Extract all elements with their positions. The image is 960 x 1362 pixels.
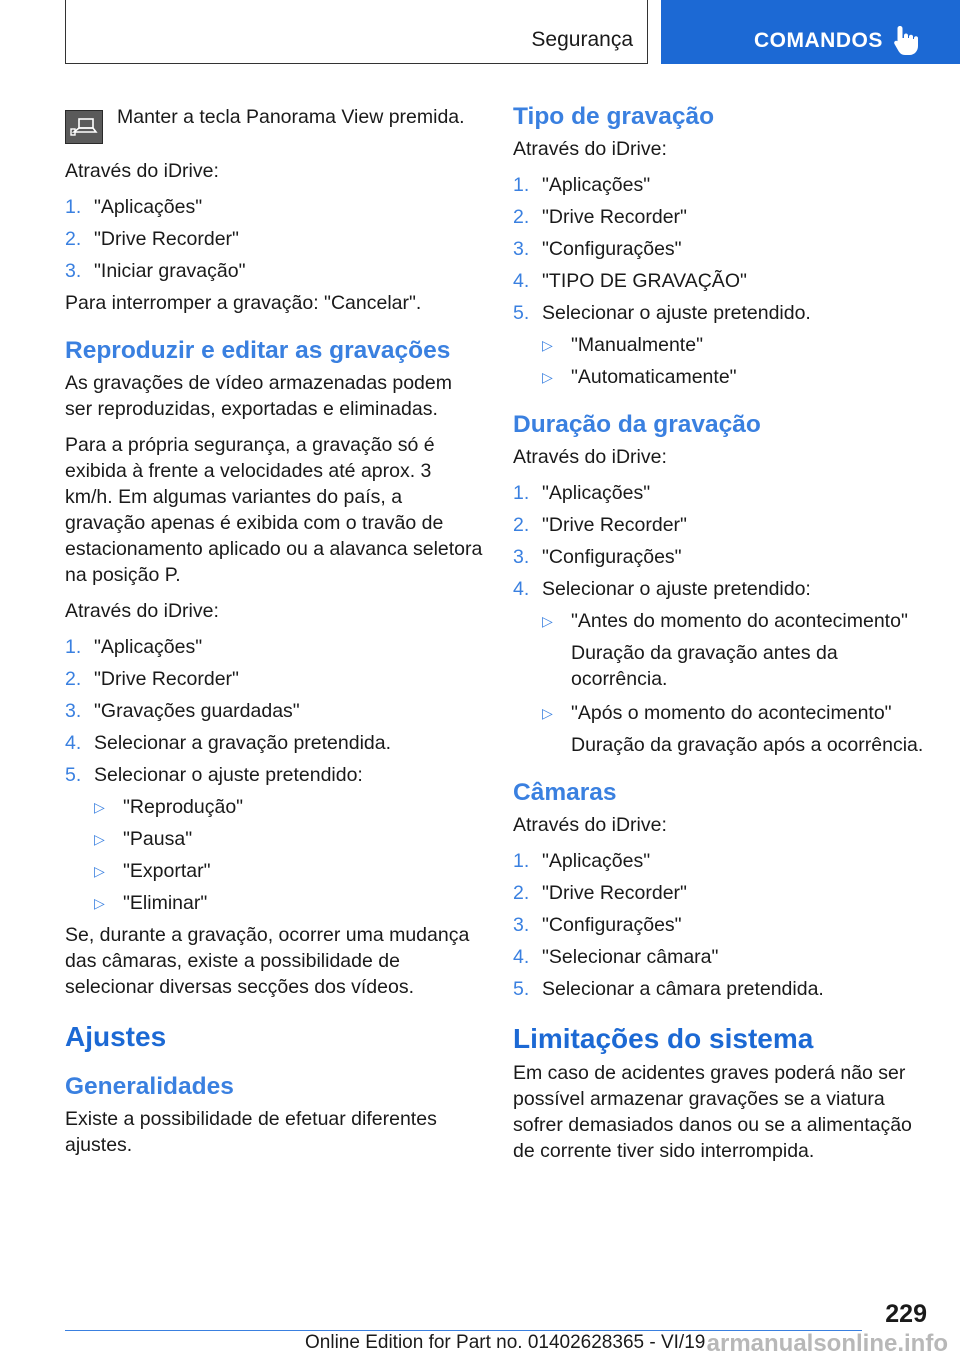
watermark: armanualsonline.info <box>706 1330 948 1357</box>
list-item: 4. Selecionar a gravação pretendida. <box>65 732 392 754</box>
list-item: 2. "Drive Recorder" <box>513 206 687 228</box>
list-item: 5. Selecionar a câmara pretendida. <box>513 978 824 1000</box>
heading-record-type: Tipo de gravação <box>513 103 715 130</box>
play-steps-list <box>65 634 483 788</box>
triangle-bullet-icon: ▷ <box>542 705 553 721</box>
list-item: 1. "Aplicações" <box>513 174 651 196</box>
list-item: 2. "Drive Recorder" <box>65 228 239 250</box>
via-idrive-text: Através do iDrive: <box>65 160 219 182</box>
list-item: 1. "Aplicações" <box>65 636 203 658</box>
triangle-bullet-icon: ▷ <box>542 337 553 353</box>
left-column <box>65 96 483 1168</box>
play-paragraph-2: Para a própria segurança, a gravação só é exibida à frente a velocidades até aprox. 3 km/h. Em algumas variantes do país, a gravação apenas é exibida com o travão de estacionamento aplicado ou a alavanca seletora na posição P. <box>65 434 483 586</box>
list-item: 4. Selecionar o ajuste pretendido: <box>513 578 811 600</box>
list-item: 3. "Configurações" <box>513 546 682 568</box>
panorama-view-text: Manter a tecla Panorama View premida. <box>117 106 465 128</box>
cameras-change-note: Se, durante a gravação, ocorrer uma mudança das câmaras, existe a possibilidade de selecionar diversas secções dos vídeos. <box>65 924 470 998</box>
general-paragraph: Existe a possibilidade de efetuar diferentes ajustes. <box>65 1108 437 1156</box>
edition-text: Online Edition for Part no. 01402628365 - VI/19 <box>305 1332 706 1353</box>
list-item: 2. "Drive Recorder" <box>513 514 687 536</box>
page-header <box>0 0 960 66</box>
sub-list-note: Duração da gravação após a ocorrência. <box>571 734 924 756</box>
triangle-bullet-icon: ▷ <box>94 799 105 815</box>
heading-play-edit: Reproduzir e editar as gravações <box>65 337 451 364</box>
via-idrive-text: Através do iDrive: <box>513 138 667 160</box>
via-idrive-text: Através do iDrive: <box>513 446 667 468</box>
sub-list-item: ▷ "Reprodução" <box>94 796 244 818</box>
panorama-view-key-icon <box>65 110 103 144</box>
triangle-bullet-icon: ▷ <box>94 863 105 879</box>
triangle-bullet-icon: ▷ <box>542 613 553 629</box>
list-item: 2. "Drive Recorder" <box>513 882 687 904</box>
via-idrive-text: Através do iDrive: <box>65 600 219 622</box>
sub-list-item: ▷ "Pausa" <box>94 828 193 850</box>
section-title: Segurança <box>531 28 633 51</box>
sub-list-item: ▷ "Antes do momento do acontecimento" <box>542 610 908 632</box>
list-item: 1. "Aplicações" <box>513 482 651 504</box>
pointing-hand-icon <box>893 24 919 56</box>
chapter-tab-label: COMANDOS <box>754 29 883 52</box>
list-item: 5. Selecionar o ajuste pretendido: <box>65 764 363 786</box>
triangle-bullet-icon: ▷ <box>542 369 553 385</box>
record-type-options-list <box>513 332 933 390</box>
via-idrive-text: Através do iDrive: <box>513 814 667 836</box>
cameras-steps-list <box>513 848 933 1002</box>
list-item: 3. "Iniciar gravação" <box>65 260 246 282</box>
section-box <box>65 0 648 64</box>
panorama-view-row <box>65 96 483 144</box>
sub-list-item: ▷ "Manualmente" <box>542 334 703 356</box>
list-item: 5. Selecionar o ajuste pretendido. <box>513 302 811 324</box>
list-item: 2. "Drive Recorder" <box>65 668 239 690</box>
heading-settings: Ajustes <box>65 1021 167 1052</box>
stop-recording-text: Para interromper a gravação: "Cancelar". <box>65 292 422 314</box>
limits-paragraph: Em caso de acidentes graves poderá não ser possível armazenar gravações se a viatura sofrer demasiados danos ou se a alimentação de corrente tiver sido interrompida. <box>513 1062 912 1162</box>
triangle-bullet-icon: ▷ <box>94 895 105 911</box>
list-item: 4. "TIPO DE GRAVAÇÃO" <box>513 270 747 292</box>
sub-list-item: ▷ "Automaticamente" <box>542 366 737 388</box>
list-item: 4. "Selecionar câmara" <box>513 946 719 968</box>
record-steps-list <box>65 194 483 284</box>
duration-steps-list <box>513 480 933 602</box>
chapter-tab <box>661 0 960 64</box>
play-options-list <box>65 794 483 916</box>
list-item: 3. "Configurações" <box>513 238 682 260</box>
heading-cameras: Câmaras <box>513 779 617 806</box>
sub-list-item: ▷ "Após o momento do acontecimento" <box>542 702 892 724</box>
sub-list-item: ▷ "Exportar" <box>94 860 211 882</box>
list-item: 3. "Gravações guardadas" <box>65 700 300 722</box>
right-column <box>513 96 933 1174</box>
heading-system-limits: Limitações do sistema <box>513 1023 814 1054</box>
sub-list-note: Duração da gravação antes da ocorrência. <box>571 642 838 690</box>
list-item: 1. "Aplicações" <box>65 196 203 218</box>
duration-options-list <box>513 608 933 758</box>
list-item: 1. "Aplicações" <box>513 850 651 872</box>
heading-record-duration: Duração da gravação <box>513 411 761 438</box>
record-type-steps-list <box>513 172 933 326</box>
sub-list-item: ▷ "Eliminar" <box>94 892 208 914</box>
page-number: 229 <box>885 1300 927 1328</box>
play-paragraph-1: As gravações de vídeo armazenadas podem ser reproduzidas, exportadas e eliminadas. <box>65 372 452 420</box>
triangle-bullet-icon: ▷ <box>94 831 105 847</box>
list-item: 3. "Configurações" <box>513 914 682 936</box>
heading-general: Generalidades <box>65 1073 234 1100</box>
